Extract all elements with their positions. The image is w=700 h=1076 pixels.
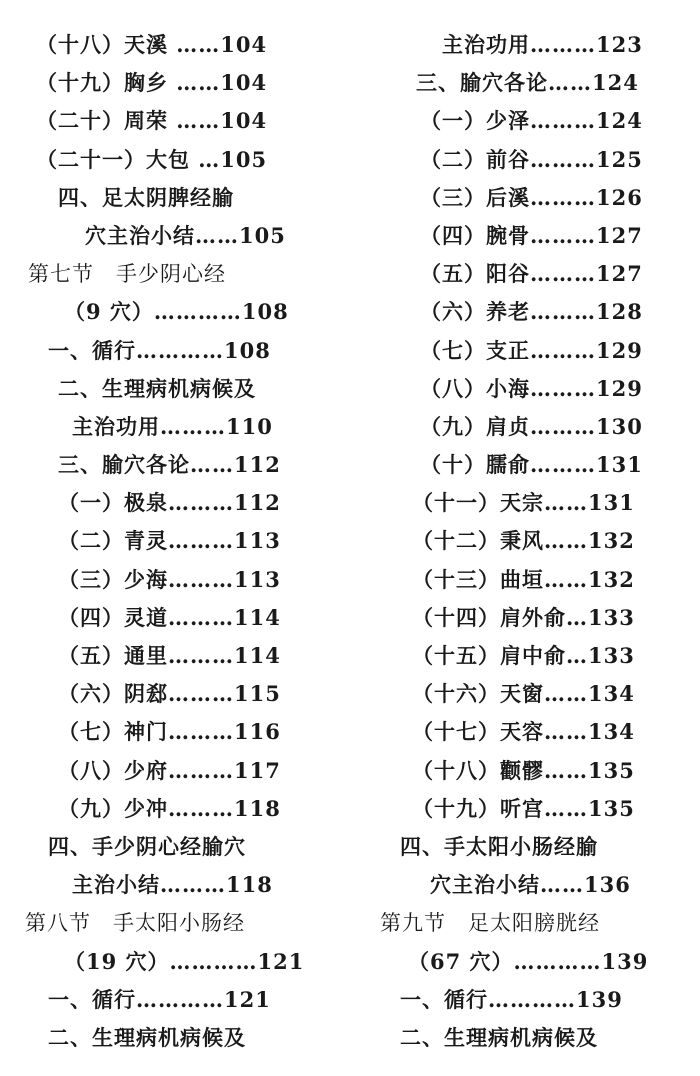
toc-entry: （三）少海………113 — [58, 566, 281, 592]
toc-entry: 四、足太阴脾经腧 — [58, 184, 234, 210]
toc-entry: 四、手太阳小肠经腧 — [400, 833, 598, 859]
toc-entry: 一、循行…………121 — [48, 986, 271, 1012]
toc-entry: （三）后溪………126 — [420, 184, 643, 210]
toc-right-column — [350, 26, 690, 1057]
toc-entry: （十六）天窗……134 — [412, 681, 635, 707]
toc-entry: （五）阳谷………127 — [420, 261, 643, 287]
toc-entry: 一、循行…………108 — [48, 337, 271, 363]
toc-entry: （四）腕骨………127 — [420, 222, 643, 248]
toc-entry: 四、手少阴心经腧穴 — [48, 833, 246, 859]
toc-entry: 三、腧穴各论……112 — [58, 452, 281, 478]
toc-section-heading: 第七节 手少阴心经 — [28, 262, 226, 287]
toc-entry: 三、腧穴各论……124 — [416, 70, 639, 96]
toc-entry: （七）支正………129 — [420, 337, 643, 363]
toc-left-column — [0, 26, 340, 1057]
toc-entry: （八）小海………129 — [420, 375, 643, 401]
toc-entry: （六）养老………128 — [420, 299, 643, 325]
toc-entry: （九）少冲………118 — [58, 795, 281, 821]
toc-section-heading: 第八节 手太阳小肠经 — [25, 911, 245, 936]
toc-entry: （十七）天容……134 — [412, 719, 635, 745]
toc-entry: （七）神门………116 — [58, 719, 281, 745]
toc-entry: （9 穴）…………108 — [64, 299, 289, 325]
toc-entry: 穴主治小结……136 — [430, 872, 631, 898]
toc-entry: 穴主治小结……105 — [85, 222, 286, 248]
toc-entry: （四）灵道………114 — [58, 604, 281, 630]
toc-entry: 二、生理病机病候及 — [48, 1024, 246, 1050]
toc-entry: （十）臑俞………131 — [420, 452, 643, 478]
toc-entry: 主治小结………118 — [72, 872, 273, 898]
toc-entry: （十一）天宗……131 — [412, 490, 635, 516]
toc-entry: （二）青灵………113 — [58, 528, 281, 554]
toc-entry: （十三）曲垣……132 — [412, 566, 635, 592]
toc-entry: 二、生理病机病候及 — [400, 1024, 598, 1050]
toc-entry: 主治功用………123 — [442, 32, 643, 57]
toc-entry: （19 穴）…………121 — [64, 948, 305, 974]
toc-entry: （六）阴郄………115 — [58, 681, 281, 707]
toc-entry: （十九）胸乡 ……104 — [36, 70, 268, 96]
toc-entry: （八）少府………117 — [58, 757, 281, 783]
toc-entry: 主治功用………110 — [72, 413, 273, 439]
toc-entry: 一、循行…………139 — [400, 986, 623, 1012]
toc-entry: （十九）听宫……135 — [412, 795, 635, 821]
toc-entry: 二、生理病机病候及 — [58, 375, 256, 401]
toc-entry: （九）肩贞………130 — [420, 413, 643, 439]
toc-entry: （二十）周荣 ……104 — [36, 108, 268, 134]
toc-entry: （一）少泽………124 — [420, 108, 643, 134]
toc-entry: （十八）颧髎……135 — [412, 757, 635, 783]
toc-entry: （五）通里………114 — [58, 643, 281, 668]
toc-entry: （二）前谷………125 — [420, 146, 643, 172]
toc-entry: （十八）天溪 ……104 — [36, 32, 268, 57]
toc-entry: （十二）秉风……132 — [412, 528, 635, 554]
toc-section-heading: 第九节 足太阳膀胱经 — [380, 911, 600, 936]
toc-entry: （一）极泉………112 — [58, 490, 281, 516]
toc-entry: （二十一）大包 …105 — [36, 146, 268, 172]
toc-entry: （67 穴）…………139 — [408, 948, 649, 974]
toc-entry: （十五）肩中俞…133 — [412, 643, 635, 668]
toc-entry: （十四）肩外俞…133 — [412, 604, 635, 630]
